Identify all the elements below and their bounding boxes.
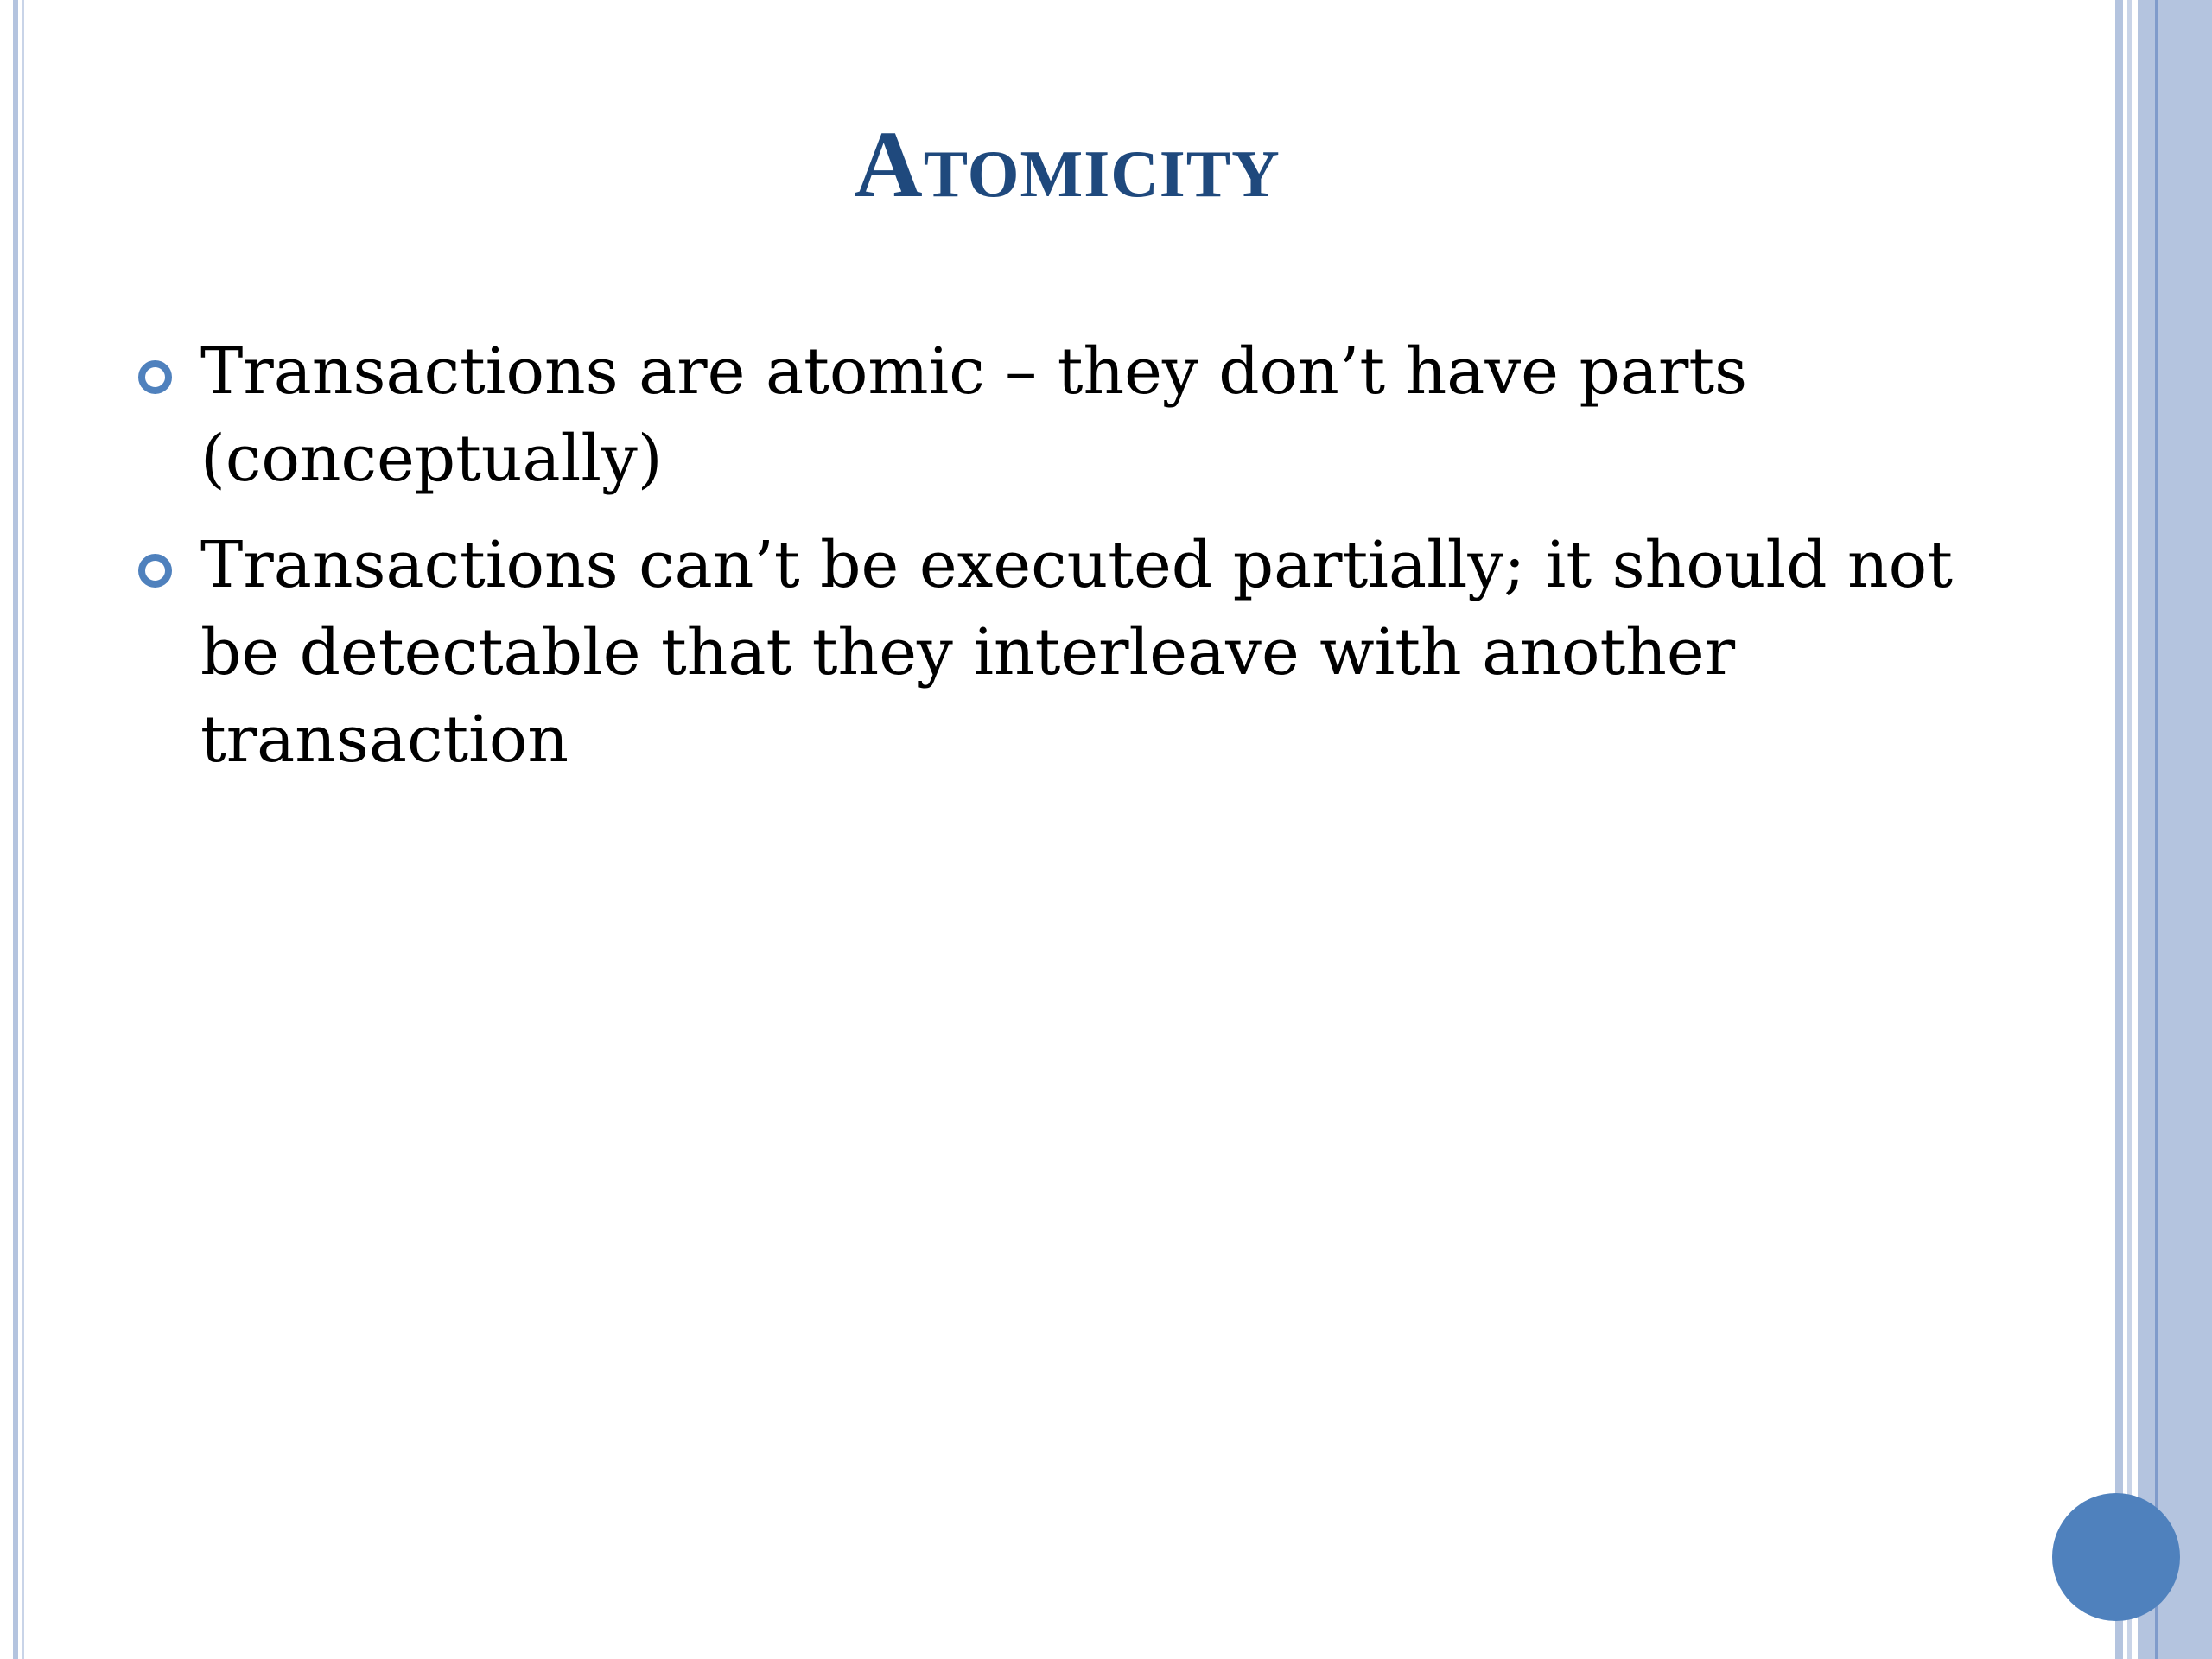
- bullet-item: [130, 522, 1987, 784]
- hollow-circle-bullet-icon: [138, 554, 172, 588]
- circle-decoration-icon: [2052, 1493, 2180, 1621]
- bullet-item: [130, 328, 1987, 503]
- left-border-line: [13, 0, 18, 1659]
- hollow-circle-bullet-icon: [138, 360, 172, 394]
- right-border-band-line: [2155, 0, 2158, 1659]
- slide-title: Atomicity: [854, 111, 1281, 217]
- bullet-text: Transactions are atomic – they don’t have parts (conceptually): [200, 334, 1748, 496]
- right-border-line: [2115, 0, 2123, 1659]
- left-border-line-inner: [22, 0, 24, 1659]
- bullet-text: Transactions can’t be executed partially; it should not be detectable that they interleave with another transaction: [200, 528, 1953, 777]
- right-border-band: [2138, 0, 2212, 1659]
- bullet-list: [130, 328, 1987, 803]
- right-border-line-inner: [2127, 0, 2132, 1659]
